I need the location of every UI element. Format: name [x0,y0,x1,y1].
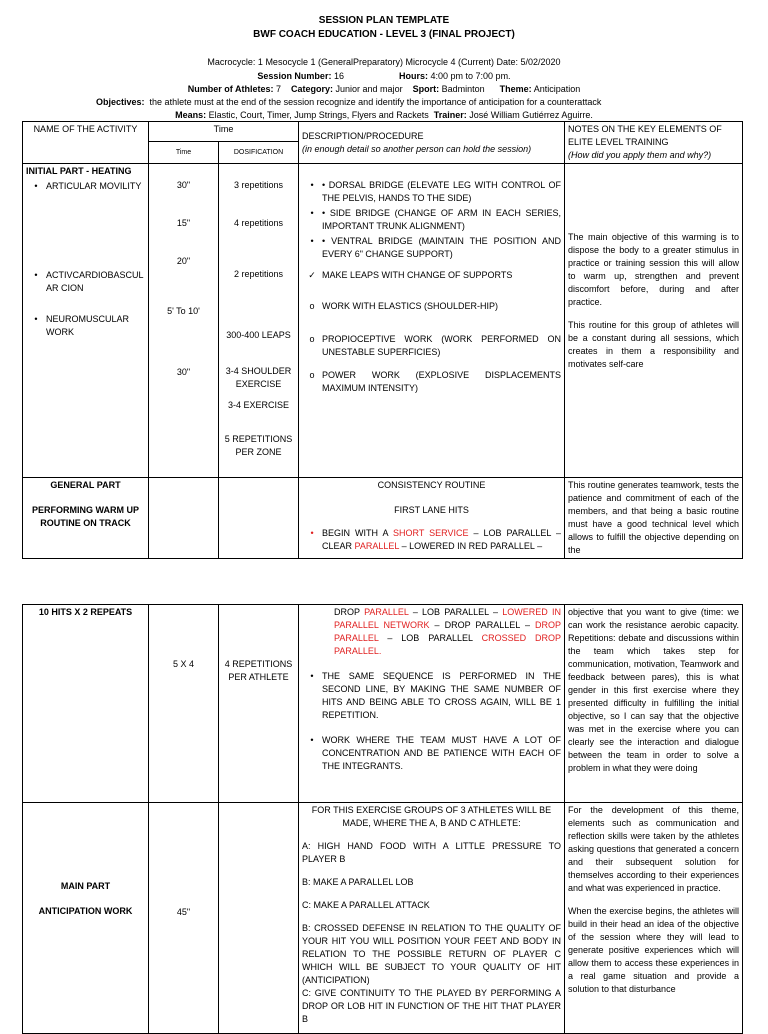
session-value: 16 [333,71,344,81]
main-step-a: A: HIGH HAND FOOD WITH A LITTLE PRESSURE TO PLAYER B [302,841,561,864]
list-item: • BEGIN WITH A SHORT SERVICE – LOB PARALLEL – CLEAR PARALLEL – LOWERED IN RED PARALLEL – [310,528,562,551]
dosification-value: 5 REPETITIONS PER ZONE [224,434,293,457]
text-run: – LOB PARALLEL – [408,607,503,617]
general-part-subtitle: PERFORMING WARM UP ROUTINE ON TRACK [32,505,139,528]
initial-description-cell [299,164,565,478]
objectives-label: Objectives: [96,97,145,107]
header-time: Time [149,122,299,142]
meta-line-1: Macrocycle: 1 Mesocycle 1 (GeneralPreparatory) Microcycle 4 (Current) Date: 5/02/2020 [207,57,561,67]
hits-activity-cell: 10 HITS X 2 REPEATS [23,605,149,803]
list-item: ✓ MAKE LEAPS WITH CHANGE OF SUPPORTS [308,270,513,280]
meta-session [0,70,768,83]
header-activity: NAME OF THE ACTIVITY [23,122,149,164]
document-title: SESSION PLAN TEMPLATE [318,15,450,26]
hits-description-cell [299,605,565,803]
initial-notes-2: This routine for this group of athletes will be a constant during all sessions, which creates in them a responsibility and motivates self-care [568,320,740,369]
text-run-red: DROP PARALLEL [334,620,561,643]
dosification-value: 3 repetitions [233,180,284,190]
header-time-sub: Time [149,141,219,163]
trainer-label: Trainer: [433,110,467,120]
hits-sequence [302,606,561,658]
main-step-b2: B: CROSSED DEFENSE IN RELATION TO THE QUALITY OF YOUR HIT YOU WILL POSITION YOUR FEET AND BODY IN RELATION TO THE POSSIBLE RETURN OF PLAYER C WHICH WILL BE SUBJECT TO YOUR QUALITY OF HIT (ANTICIPATION) [302,923,561,985]
list-item: o PROPIOCEPTIVE WORK (WORK PERFORMED ON UNESTABLE SUPERFICIES) [309,334,562,357]
objectives-value: the athlete must at the end of the session recognize and identify the importance of anticipation for a counterattack [149,97,602,107]
hits-notes-cell: objective that you want to give (time: we can work the resistance aerobic capacity. Repetitions: debate and discussions within the team which takes step for communication, motivation, Teamwork and feedback between pares), this is what gender in this first exercise where they presented difficulty in fulfilling the initial objective, so I can say that the objective was met in the exercise where you can clearly see the interaction and dialogue between the team in order to solve a problem in what they were doing [565,605,743,803]
list-item: • • DORSAL BRIDGE (ELEVATE LEG WITH CONTROL OF THE PELVIS, HANDS TO THE SIDE) [310,180,562,203]
list-item: • ARTICULAR MOVILITY [34,181,142,191]
trainer-value: José William Gutiérrez Aguirre. [469,110,593,120]
list-item: • WORK WHERE THE TEAM MUST HAVE A LOT OF CONCENTRATION AND BE PATIENCE WITH EACH OF THE INTEGRANTS. [310,735,561,771]
category-label: Category: [291,84,334,94]
main-intro: FOR THIS EXERCISE GROUPS OF 3 ATHLETES WILL BE MADE, WHERE THE A, B AND C ATHLETE: [311,805,552,828]
document-subtitle: BWF COACH EDUCATION - LEVEL 3 (FINAL PROJECT) [253,29,515,40]
general-notes-cell: This routine generates teamwork, tests the patience and commitment of each of the members, and that being a basic routine must have a good technical level which allows to fulfill the objective depending on the [565,478,743,559]
meta-athletes [0,83,768,96]
header-notes-sub: (How did you apply them and why?) [568,150,712,160]
main-time: 45" [176,907,191,917]
dosification-value: 4 repetitions [233,218,284,228]
main-step-c2: C: GIVE CONTINUITY TO THE PLAYED BY PERFORMING A DROP OR LOB HIT IN FUNCTION OF THE HIT THAT PLAYER B [302,988,561,1024]
main-notes-1: For the development of this theme, elements such as communication and reflection skills were taken by the athletes asking questions that generated a concern and their subsequent solution for themselves according to their experiences and what was experienced in practice. [568,805,739,893]
header-notes-title: NOTES ON THE KEY ELEMENTS OF ELITE LEVEL TRAINING [568,124,722,147]
category-value: Junior and major [335,84,403,94]
text-run: BEGIN WITH A [322,528,393,538]
main-step-b: B: MAKE A PARALLEL LOB [302,877,414,887]
initial-notes-cell [565,164,743,478]
text-run-red: LOWERED IN PARALLEL NETWORK [334,607,561,630]
main-time-cell [149,803,219,1034]
header-description [299,122,565,164]
text-run: – DROP PARALLEL – [429,620,535,630]
initial-dosification-cell [219,164,299,478]
text-run-red: PARALLEL [354,541,400,551]
session-label: Session Number: [257,71,332,81]
initial-part-title: INITIAL PART - HEATING [26,166,132,176]
sport-label: Sport: [412,84,440,94]
means-value: Elastic, Court, Timer, Jump Strings, Flyers and Rackets [208,110,429,120]
header-dosification: DOSIFICATION [219,141,299,163]
sport-value: Badminton [441,84,485,94]
time-value: 30" [176,180,191,190]
header-description-title: DESCRIPTION/PROCEDURE [302,130,424,141]
main-notes-cell [565,803,743,1034]
text-run: DROP [334,607,365,617]
general-description-cell [299,478,565,559]
text-run-red: CROSSED DROP PARALLEL. [334,633,562,656]
list-item: o POWER WORK (EXPLOSIVE DISPLACEMENTS MAXIMUM INTENSITY) [309,370,562,393]
time-value: 20" [176,256,191,266]
general-desc-1: CONSISTENCY ROUTINE [377,480,486,490]
session-table-page1 [22,121,743,559]
hours-value: 4:00 pm to 7:00 pm. [430,71,511,81]
general-dosification-cell [219,478,299,559]
text-run-red: SHORT SERVICE [393,528,469,538]
main-dosification-cell [219,803,299,1034]
general-part-title: GENERAL PART [50,480,121,490]
athletes-label: Number of Athletes: [187,84,274,94]
document-header [0,12,768,42]
list-item: • THE SAME SEQUENCE IS PERFORMED IN THE SECOND LINE, BY MAKING THE SAME NUMBER OF HITS AND BEING ABLE TO CROSS AGAIN, WILL BE 1 REPETITION. [310,671,561,720]
general-desc-2: FIRST LANE HITS [394,505,469,515]
hits-time-cell [149,605,219,803]
main-part-title: MAIN PART [60,881,111,891]
dosification-value: 300-400 LEAPS [226,330,291,340]
meta-objectives [96,96,756,109]
main-activity-cell [23,803,149,1034]
text-run-red: PARALLEL [364,607,409,617]
time-value: 15" [176,218,191,228]
theme-value: Anticipation [533,84,581,94]
list-item: • • SIDE BRIDGE (CHANGE OF ARM IN EACH SERIES, IMPORTANT TRUNK ALIGNMENT) [310,208,562,231]
list-item: • • VENTRAL BRIDGE (MAINTAIN THE POSITION AND EVERY 6" CHANGE SUPPORT) [310,236,562,259]
dosification-value: 3-4 SHOULDER EXERCISE [225,366,292,389]
header-notes [565,122,743,164]
time-value: 30" [176,367,191,377]
list-item: o WORK WITH ELASTICS (SHOULDER-HIP) [309,301,499,311]
text-run: – LOB PARALLEL – CLEAR [322,528,562,551]
session-table-page2 [22,604,743,1034]
dosification-value: 3-4 EXERCISE [227,400,290,410]
means-label: Means: [175,110,207,120]
main-description-cell [299,803,565,1034]
hits-dosification-cell [219,605,299,803]
text-run: – LOWERED IN RED PARALLEL – [399,541,543,551]
main-step-c: C: MAKE A PARALLEL ATTACK [302,900,430,910]
hits-time: 5 X 4 [172,659,194,669]
general-time-cell [149,478,219,559]
dosification-value: 2 repetitions [233,269,284,279]
general-activity-cell [23,478,149,559]
initial-activity-cell [23,164,149,478]
list-item: • ACTIVCARDIOBASCULAR CION [34,270,144,293]
main-notes-2: When the exercise begins, the athletes will build in their head an idea of the objective of the session where they will lead to generate positive experiences which will allow them to access these experiences in a real game situation and provide a solution to that disturbance [568,906,739,994]
initial-notes-1: The main objective of this warming is to dispose the body to a greater stimulus in practice or training session this will allow to warm up, strengthen and prevent discomfort before, during and after practice. [568,232,740,307]
list-item: • NEUROMUSCULAR WORK [34,314,130,337]
header-description-sub: (in enough detail so another person can hold the session) [302,143,532,154]
hits-dosification: 4 REPETITIONS PER ATHLETE [224,659,293,682]
initial-time-cell [149,164,219,478]
time-value: 5' To 10' [167,306,200,316]
main-part-subtitle: ANTICIPATION WORK [38,906,133,916]
text-run: – LOB PARALLEL [378,633,482,643]
hours-label: Hours: [399,71,428,81]
athletes-value: 7 [275,84,281,94]
theme-label: Theme: [499,84,532,94]
